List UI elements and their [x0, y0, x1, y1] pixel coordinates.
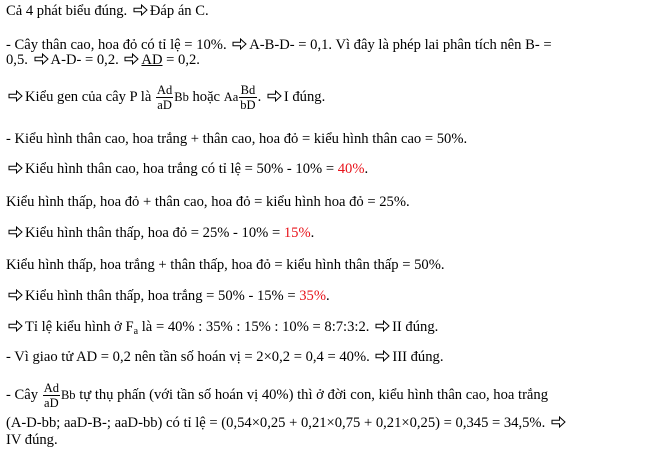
line-ratio-fa — [6, 319, 438, 336]
right-arrow-icon — [232, 38, 247, 50]
fraction-numerator: Bd — [240, 83, 256, 97]
highlighted-value: 35% — [299, 288, 326, 304]
line-short-red — [6, 225, 314, 242]
text-segment: Kiểu hình thấp, hoa đỏ + thân cao, hoa đỏ = kiểu hình hoa đỏ = 25%. — [6, 194, 410, 210]
highlighted-value: 40% — [337, 161, 365, 177]
right-arrow-icon — [551, 416, 566, 428]
line-red-phenotype — [6, 194, 410, 211]
fraction-numerator: Ad — [156, 83, 173, 97]
line-short-phenotype — [6, 257, 445, 274]
right-arrow-icon — [8, 320, 23, 332]
line-recombination — [6, 349, 443, 366]
fraction-denominator: aD — [44, 396, 59, 410]
right-arrow-icon — [267, 90, 282, 102]
text-segment: . — [257, 88, 262, 105]
statement-verdict: II đúng. — [392, 319, 439, 335]
line-calculation — [6, 415, 568, 432]
line-gamete-ad — [6, 52, 200, 69]
text-segment: - Cây thân cao, hoa đỏ có tỉ lệ = 10%. — [6, 37, 227, 53]
text-segment: 0,5. — [6, 52, 28, 68]
text-segment: Kiểu gen của cây P là — [25, 88, 152, 105]
fraction-denominator: bD — [240, 98, 256, 112]
answer-text: Đáp án C. — [149, 3, 209, 19]
line-self-pollination — [6, 382, 548, 409]
text-segment: . — [310, 225, 315, 241]
text-segment: (A-D-bb; aaD-B-; aaD-bb) có tỉ lệ = (0,54×0,25 + 0,21×0,75 + 0,21×0,25) = 0,345 = 34,5%. — [6, 415, 546, 431]
text-segment: - Kiểu hình thân cao, hoa trắng + thân cao, hoa đỏ = kiểu hình thân cao = 50%. — [6, 131, 468, 147]
text-segment: Kiểu hình thấp, hoa trắng + thân thấp, hoa đỏ = kiểu hình thân thấp = 50%. — [6, 257, 445, 273]
genotype-fraction — [156, 84, 173, 111]
right-arrow-icon — [8, 162, 23, 174]
fraction-denominator: aD — [157, 98, 172, 112]
right-arrow-icon — [133, 4, 148, 16]
line-conclusion — [6, 3, 209, 20]
right-arrow-icon — [8, 226, 23, 238]
text-segment: - Cây — [6, 386, 39, 403]
text-segment: Kiểu hình thân thấp, hoa đỏ = 25% - 10% = — [25, 225, 284, 241]
text-segment: Kiểu hình thân thấp, hoa trắng = 50% - 15% = — [25, 288, 300, 304]
text-segment: . — [364, 161, 369, 177]
line-verdict-iv — [6, 432, 58, 449]
conclusion-text: Cả 4 phát biểu đúng. — [6, 3, 128, 19]
line-tall-white — [6, 161, 368, 178]
subscript: a — [133, 326, 139, 337]
statement-verdict: III đúng. — [392, 349, 444, 365]
right-arrow-icon — [8, 90, 23, 102]
line-short-white — [6, 288, 330, 305]
right-arrow-icon — [8, 289, 23, 301]
line-tall-phenotype — [6, 131, 467, 148]
text-segment: . — [326, 288, 330, 304]
genotype-suffix: Bb — [174, 89, 189, 104]
text-segment: Tỉ lệ kiểu hình ở F — [25, 319, 134, 335]
statement-verdict: IV đúng. — [6, 432, 58, 448]
underlined-gamete: AD — [141, 52, 163, 68]
right-arrow-icon — [34, 53, 49, 65]
text-segment: Kiểu hình thân cao, hoa trắng có tỉ lệ = 50% - 10% = — [25, 161, 338, 177]
right-arrow-icon — [375, 350, 390, 362]
text-segment: - Vì giao tử AD = 0,2 nên tần số hoán vị = 2×0,2 = 0,4 = 40%. — [6, 349, 370, 365]
text-segment: tự thụ phấn (với tần số hoán vị 40%) thì ở đời con, kiểu hình thân cao, hoa trắng — [79, 386, 549, 403]
highlighted-value: 15% — [283, 225, 311, 241]
right-arrow-icon — [375, 320, 390, 332]
genotype-prefix: Aa — [223, 89, 239, 104]
fraction-numerator: Ad — [43, 381, 59, 395]
text-segment: là = 40% : 35% : 15% : 10% = 8:7:3:2. — [138, 319, 370, 335]
text-segment: A-B-D- = 0,1. Vì đây là phép lai phân tích nên B- = — [249, 37, 552, 53]
genotype-fraction — [43, 382, 60, 409]
genotype-fraction — [239, 84, 256, 111]
text-segment: = 0,2. — [162, 52, 200, 68]
genotype-suffix: Bb — [60, 387, 76, 402]
line-genotype-p — [6, 84, 325, 111]
text-segment: hoặc — [192, 88, 221, 105]
text-segment: A-D- = 0,2. — [50, 52, 119, 68]
right-arrow-icon — [124, 53, 139, 65]
statement-verdict: I đúng. — [283, 88, 326, 105]
